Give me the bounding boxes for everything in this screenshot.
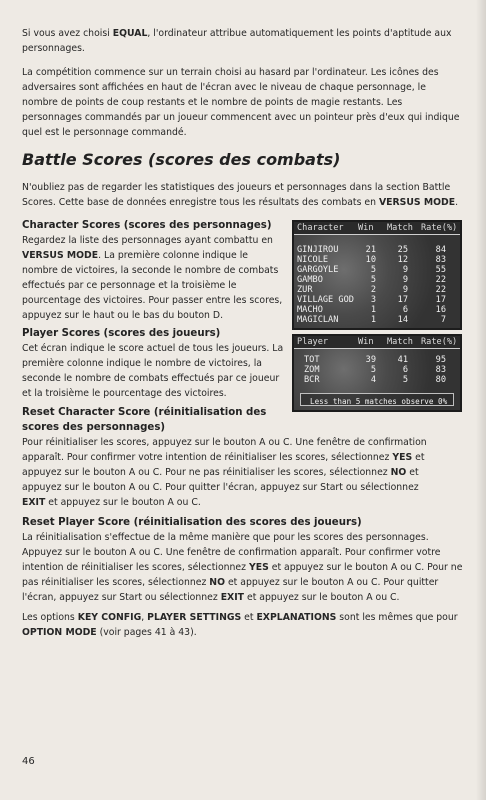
row-rate: 17 (435, 295, 446, 305)
row-win: 5 (370, 365, 376, 375)
row-match: 12 (397, 255, 408, 265)
reset-player-section: Reset Player Score (réinitialisation des scores des joueurs) La réinitialisation s'effectue de la même manière que pour les scores des personnages. Appuyez sur le bouton A ou C. Une fenêtre de confirmation apparaît. Pour confirmer votre intention de réinitialiser les scores, sélectionnez YES et appuyez sur le bouton A ou C. Pour ne pas réinitialiser les scores, sélectionnez NO et appuyez sur le bouton A ou C. Pour quitter l'écran, appuyez sur Start ou sélectionnez EXIT et appuyez sur le bouton A ou C. (22, 517, 463, 603)
row-name: NICOLE (297, 255, 329, 265)
row-win: 10 (365, 255, 376, 265)
row-win: 39 (365, 355, 376, 365)
player-scores-heading: Player Scores (scores des joueurs) (22, 328, 221, 339)
row-name: VILLAGE GOD (297, 295, 354, 305)
header-win: Win (358, 337, 374, 347)
row-win: 1 (370, 305, 376, 315)
battle-scores-heading: Battle Scores (scores des combats) (22, 150, 341, 169)
reset-player-heading: Reset Player Score (réinitialisation des scores des joueurs) (22, 517, 362, 528)
row-name: ZUR (297, 285, 313, 295)
header-rate: Rate(%) (421, 223, 458, 233)
row-name: MAGICLAN (297, 315, 339, 325)
page-edge-shadow (476, 0, 486, 800)
page-number: 46 (22, 756, 35, 767)
reset-character-heading: Reset Character Score (réinitialisation des scores des personnages) (22, 407, 267, 433)
row-name: GAMBO (297, 275, 323, 285)
row-win: 21 (365, 245, 376, 255)
header-match: Match (387, 223, 413, 233)
battle-scores-paragraph: N'oubliez pas de regarder les statistiques des joueurs et personnages dans la section Battle Scores. Cette base de données enregistre tous les résultats des combats en VERSUS MODE. (22, 182, 459, 208)
row-match: 9 (402, 265, 408, 275)
intro-paragraph-1: Si vous avez choisi EQUAL, l'ordinateur attribue automatiquement les points d'aptitude aux personnages. (22, 28, 452, 54)
row-rate: 83 (435, 365, 446, 375)
row-match: 6 (402, 305, 408, 315)
options-paragraph: Les options KEY CONFIG, PLAYER SETTINGS et EXPLANATIONS sont les mêmes que pour OPTION MODE (voir pages 41 à 43). (22, 612, 458, 638)
row-match: 5 (402, 375, 408, 385)
row-name: GINJIROU (297, 245, 339, 255)
row-win: 4 (370, 375, 376, 385)
screenshot-footer-text: Less than 5 matches observe 0% (310, 397, 448, 406)
row-match: 9 (402, 275, 408, 285)
row-rate: 80 (435, 375, 446, 385)
header-rate: Rate(%) (421, 337, 458, 347)
row-rate: 16 (435, 305, 446, 315)
player-scores-screenshot (292, 334, 462, 412)
row-match: 25 (397, 245, 408, 255)
row-match: 14 (397, 315, 408, 325)
row-rate: 7 (440, 315, 446, 325)
reset-character-section: Reset Character Score (réinitialisation des scores des personnages) Pour réinitialiser les scores, appuyez sur le bouton A ou C. Une fenêtre de confirmation apparaît. Pour confirmer votre intention de réinitialiser les scores, sélectionnez YES et appuyez sur le bouton A ou C. Pour ne pas réinitialiser les scores, sélectionnez NO et appuyez sur le bouton A ou C. Pour quitter l'écran, appuyez sur Start ou sélectionnez EXIT et appuyez sur le bouton A ou C. (22, 407, 427, 508)
header-player: Player (297, 337, 329, 347)
row-rate: 55 (435, 265, 446, 275)
row-rate: 22 (435, 285, 446, 295)
row-rate: 95 (435, 355, 446, 365)
row-name: MACHO (297, 305, 323, 315)
row-match: 9 (402, 285, 408, 295)
row-match: 41 (397, 355, 408, 365)
row-win: 2 (370, 285, 376, 295)
character-scores-screenshot (292, 220, 462, 330)
row-name: TOT (304, 355, 320, 365)
header-win: Win (358, 223, 374, 233)
row-win: 3 (370, 295, 376, 305)
header-match: Match (387, 337, 413, 347)
row-rate: 84 (435, 245, 446, 255)
row-name: BCR (304, 375, 320, 385)
row-win: 5 (370, 275, 376, 285)
header-character: Character (297, 223, 344, 233)
row-rate: 22 (435, 275, 446, 285)
row-match: 6 (402, 365, 408, 375)
intro-paragraph-2: La compétition commence sur un terrain choisi au hasard par l'ordinateur. Les icônes des adversaires sont affichées en haut de l'écran avec le niveau de chaque personnage, le nombre de points de coup restants et le nombre de points de magie restants. Les personnages commandés par un joueur commencent avec un pointeur près d'eux qui indique quel est le personnage commandé. (22, 67, 460, 138)
player-scores-section: Player Scores (scores des joueurs) Cet écran indique le score actuel de tous les joueurs. La première colonne indique le nombre de victoires, la seconde le nombre de combats effectués par ce joueur et la troisième le pourcentage des victoires. (22, 328, 284, 399)
character-scores-section: Character Scores (scores des personnages) Regardez la liste des personnages ayant combattu en VERSUS MODE. La première colonne indique le nombre de victoires, la seconde le nombre de combats effectués par ce personnage et la troisième le pourcentage des victoires. Pour passer entre les scores, appuyez sur le haut ou le bas du bouton D. (22, 220, 283, 321)
row-name: GARGOYLE (297, 265, 339, 275)
character-scores-heading: Character Scores (scores des personnages) (22, 220, 272, 231)
row-rate: 83 (435, 255, 446, 265)
row-win: 1 (370, 315, 376, 325)
row-match: 17 (397, 295, 408, 305)
row-name: ZOM (304, 365, 320, 375)
row-win: 5 (370, 265, 376, 275)
